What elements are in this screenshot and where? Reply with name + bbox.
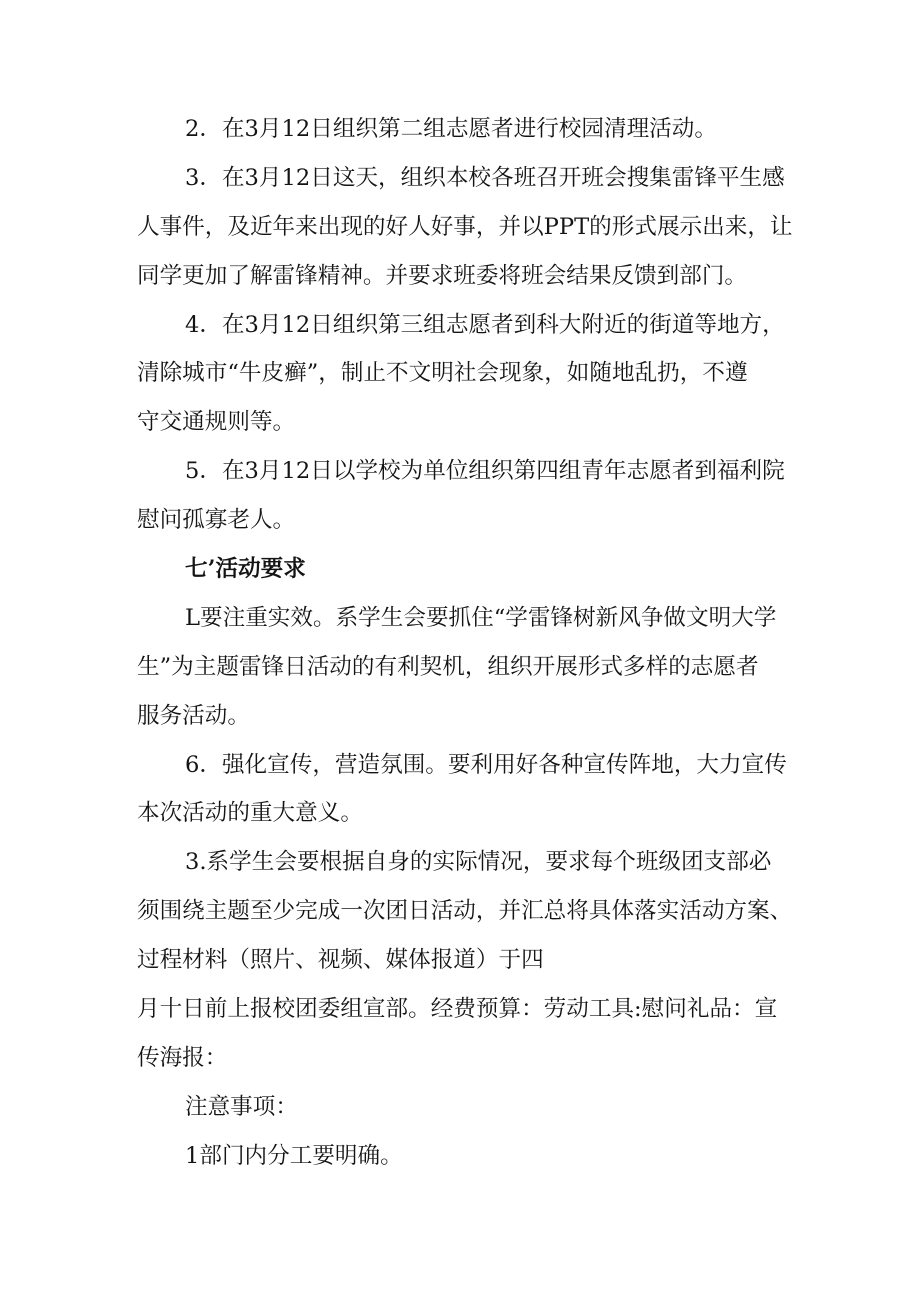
paragraph-line: 慰问孤寡老人。: [137, 507, 296, 534]
paragraph-line: 3．在3月12日这天，组织本校各班召开班会搜集雷锋平生感: [185, 164, 785, 191]
section-heading: [137, 545, 817, 594]
paragraph-item-4: [137, 301, 817, 448]
paragraph-line: 生”为主题雷锋日活动的有利契机，组织开展形式多样的志愿者: [137, 653, 759, 680]
paragraph-line: 传海报：: [137, 1044, 228, 1071]
paragraph-item-5: [137, 447, 817, 545]
paragraph-line: 3.系学生会要根据自身的实际情况，要求每个班级团支部必: [185, 849, 772, 876]
document-body: [137, 105, 817, 1181]
section-heading-text: 七’活动要求: [185, 556, 306, 583]
requirement-item-2: [137, 741, 817, 839]
paragraph-line: 4．在3月12日组织第三组志愿者到科大附近的街道等地方，: [185, 311, 785, 338]
paragraph-item-2: [137, 105, 817, 154]
paragraph-line: 5．在3月12日以学校为单位组织第四组青年志愿者到福利院: [185, 458, 785, 485]
paragraph-line: 过程材料（照片、视频、媒体报道）于四: [137, 947, 544, 974]
paragraph-line: L要注重实效。系学生会要抓住“学雷锋树新风争做文明大学: [185, 604, 777, 631]
paragraph-line: 服务活动。: [137, 702, 250, 729]
requirement-item-3: [137, 838, 817, 985]
paragraph-line: 同学更加了解雷锋精神。并要求班委将班会结果反馈到部门。: [137, 262, 748, 289]
paragraph-line: 6．强化宣传，营造氛围。要利用好各种宣传阵地，大力宣传: [185, 751, 787, 778]
notes-heading-text: 注意事项：: [185, 1093, 298, 1120]
paragraph-line: 2．在3月12日组织第二组志愿者进行校园清理活动。: [185, 116, 717, 142]
budget-paragraph: [137, 985, 817, 1083]
notes-heading: [137, 1083, 817, 1132]
paragraph-line: 须围绕主题至少完成一次团日活动，并汇总将具体落实活动方案、: [137, 898, 793, 925]
paragraph-item-3: [137, 154, 817, 301]
paragraph-line: 1部门内分工要明确。: [185, 1142, 403, 1169]
paragraph-line: 本次活动的重大意义。: [137, 800, 363, 827]
paragraph-line: 守交通规则等。: [137, 409, 296, 436]
requirement-item-1: [137, 594, 817, 741]
paragraph-line: 月十日前上报校团委组宣部。经费预算：劳动工具:慰问礼品：宣: [137, 996, 778, 1023]
notes-item-1: [137, 1132, 817, 1181]
paragraph-line: 清除城市“牛皮癣”，制止不文明社会现象，如随地乱扔，不遵: [137, 360, 748, 387]
paragraph-line: 人事件，及近年来出现的好人好事，并以PPT的形式展示出来，让: [137, 213, 793, 240]
